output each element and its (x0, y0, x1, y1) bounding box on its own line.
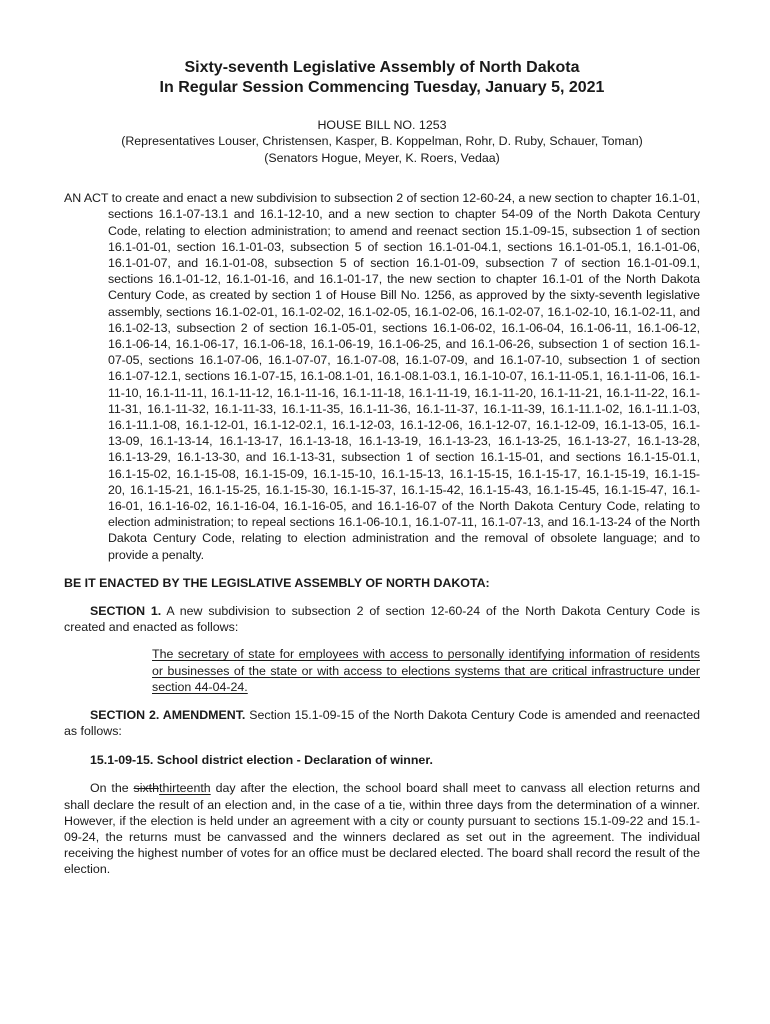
section-1-text: A new subdivision to subsection 2 of section 12-60-24 of the North Dakota Century Code is created and enacted as follows: (64, 603, 700, 635)
section-1-label: SECTION 1. (90, 603, 162, 618)
section-2-text: Section 15.1-09-15 of the North Dakota Century Code is amended and reenacted as follows: (64, 707, 700, 739)
body-rest: day after the election, the school board shall meet to canvass all election returns and shall declare the result of an election and, in the case of a tie, within three days from the determination of a winner. However, if the election is held under an agreement with a city or county pursuant to sections 15.1-09-22 and 15.1-09-24, the returns must be canvassed and the winners declared as set out in the agreement. The individual receiving the highest number of votes for an office must be declared elected. The board shall record the result of the election. (64, 781, 700, 877)
body-start: On the (90, 781, 134, 796)
bill-info (64, 117, 700, 166)
section-1-new-subdivision: The secretary of state for employees with access to personally identifying information of residents or businesses of the state or with access to elections systems that are critical infrastructure under section 44-04-24. (152, 647, 700, 694)
enacting-clause: BE IT ENACTED BY THE LEGISLATIVE ASSEMBLY OF NORTH DAKOTA: (64, 575, 490, 590)
struck-text: sixth (133, 781, 160, 796)
section-2-label: SECTION 2. AMENDMENT. (90, 707, 246, 722)
section-2-intro (64, 707, 700, 739)
section-2-body (64, 780, 700, 877)
bill-number: HOUSE BILL NO. 1253 (317, 118, 447, 132)
inserted-text: thirteenth (159, 781, 211, 796)
act-title-paragraph: AN ACT to create and enact a new subdivision to subsection 2 of section 12-60-24, a new section to chapter 16.1-01, sections 16.1-07-13.1 and 16.1-12-10, and a new section to chapter 54-09 of the North Dakota Century Code, relating to election administration; to amend and reenact section 15.1-09-15, subsection 1 of section 16.1-01-01, section 16.1-01-03, subsection 5 of section 16.1-01-04.1, sections 16.1-01-05.1, 16.1-01-06, 16.1-01-07, and 16.1-01-08, subsection 5 of section 16.1-01-09, subsection 7 of section 16.1-01-09.1, sections 16.1-01-12, 16.1-01-16, and 16.1-01-17, the new section to chapter 16.1-01 of the North Dakota Century Code, as created by section 1 of House Bill No. 1256, as approved by the sixty-seventh legislative assembly, sections 16.1-02-01, 16.1-02-02, 16.1-02-05, 16.1-02-06, 16.1-02-07, 16.1-02-10, 16.1-02-11, and 16.1-02-13, subsection 2 of section 16.1-05-01, sections 16.1-06-02, 16.1-06-04, 16.1-06-11, 16.1-06-12, 16.1-06-14, 16.1-06-17, 16.1-06-18, 16.1-06-19, 16.1-06-25, and 16.1-06-26, subsection 1 of section 16.1-07-05, sections 16.1-07-06, 16.1-07-07, 16.1-07-08, 16.1-07-09, and 16.1-07-10, subsection 1 of section 16.1-07-12.1, sections 16.1-07-15, 16.1-08.1-01, 16.1-08.1-03.1, 16.1-10-07, 16.1-11-05.1, 16.1-11-06, 16.1-11-10, 16.1-11-11, 16.1-11-12, 16.1-11-16, 16.1-11-18, 16.1-11-19, 16.1-11-20, 16.1-11-21, 16.1-11-22, 16.1-11-31, 16.1-11-32, 16.1-11-33, 16.1-11-35, 16.1-11-36, 16.1-11-37, 16.1-11-39, 16.1-11.1-02, 16.1-11.1-03, 16.1-11.1-08, 16.1-12-01, 16.1-12-02.1, 16.1-12-03, 16.1-12-06, 16.1-12-07, 16.1-12-09, 16.1-13-05, 16.1-13-09, 16.1-13-14, 16.1-13-17, 16.1-13-18, 16.1-13-19, 16.1-13-23, 16.1-13-25, 16.1-13-27, 16.1-13-28, 16.1-13-29, 16.1-13-30, and 16.1-13-31, subsection 1 of section 16.1-15-01, and sections 16.1-15-01.1, 16.1-15-02, 16.1-15-08, 16.1-15-09, 16.1-15-10, 16.1-15-13, 16.1-15-15, 16.1-15-17, 16.1-15-19, 16.1-15-20, 16.1-15-21, 16.1-15-25, 16.1-15-30, 16.1-15-37, 16.1-15-42, 16.1-15-43, 16.1-15-45, 16.1-15-47, 16.1-16-01, 16.1-16-02, 16.1-16-04, 16.1-16-05, and 16.1-16-07 of the North Dakota Century Code, relating to election administration; to repeal sections 16.1-06-10.1, 16.1-07-11, 16.1-07-13, and 16.1-13-24 of the North Dakota Century Code, relating to election administration and the removal of obsolete language; and to provide a penalty. (64, 191, 700, 562)
senators-list: (Senators Hogue, Meyer, K. Roers, Vedaa) (264, 150, 500, 165)
section-heading-15-1-09-15: 15.1-09-15. School district election - Declaration of winner. (90, 753, 433, 768)
representatives-list: (Representatives Louser, Christensen, Kasper, B. Koppelman, Rohr, D. Ruby, Schauer, Toman) (121, 134, 643, 149)
assembly-title: Sixty-seventh Legislative Assembly of North Dakota (184, 59, 580, 76)
session-title: In Regular Session Commencing Tuesday, January 5, 2021 (159, 79, 605, 96)
section-1-intro (64, 603, 700, 635)
